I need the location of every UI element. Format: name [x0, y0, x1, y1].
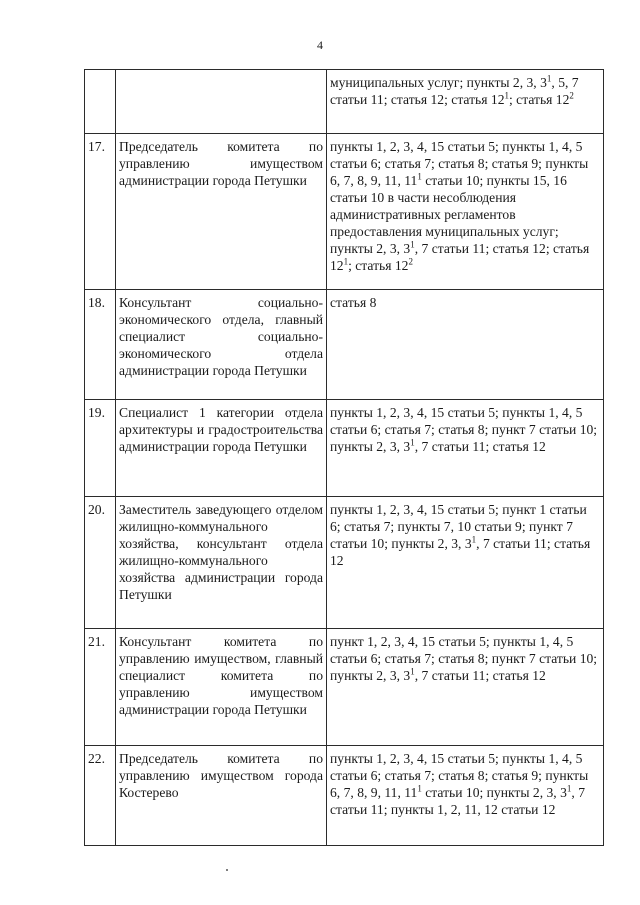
row-number: 21.	[85, 629, 116, 746]
row-articles: статья 8	[327, 290, 604, 400]
row-position: Заместитель заведующего отделом жилищно-коммунального хозяйства, консультант отдела жилищно-коммунального хозяйства администрации города Петушки	[116, 497, 327, 629]
row-articles: пункты 1, 2, 3, 4, 15 статьи 5; пункты 1, 4, 5 статьи 6; статья 7; статья 8; статья 9; пункты 6, 7, 8, 9, 11, $11^1$ статьи 10; пункты 2, 3, $3^1$, 7 статьи 11; пункты 1, 2, 11, 12 статьи 12	[327, 746, 604, 846]
row-position: Председатель комитета по управлению имуществом администрации города Петушки	[116, 134, 327, 290]
row-number: 17.	[85, 134, 116, 290]
table-row	[85, 290, 604, 400]
row-articles: пункты 1, 2, 3, 4, 15 статьи 5; пункты 1, 4, 5 статьи 6; статья 7; статья 8; статья 9; пункты 6, 7, 8, 9, 11, $11^1$ статьи 10; пункты 15, 16 статьи 10 в части несоблюдения административных регламентов предоставления муниципальных услуг; пункты 2, 3, $3^1$, 7 статьи 11; статья 12; статья $12^1$; статья $12^2$	[327, 134, 604, 290]
table-row	[85, 400, 604, 497]
table-row	[85, 629, 604, 746]
scan-dot	[226, 869, 228, 871]
row-articles: пункты 1, 2, 3, 4, 15 статьи 5; пункт 1 статьи 6; статья 7; пункты 7, 10 статьи 9; пункт 7 статьи 10; пункты 2, 3, $3^1$, 7 статьи 11; статья 12	[327, 497, 604, 629]
row-articles: пункты 1, 2, 3, 4, 15 статьи 5; пункты 1, 4, 5 статьи 6; статья 7; статья 8; пункт 7 статьи 10; пункты 2, 3, $3^1$, 7 статьи 11; статья 12	[327, 400, 604, 497]
row-position: Консультант социально-экономического отдела, главный специалист социально-экономического отдела администрации города Петушки	[116, 290, 327, 400]
row-articles: муниципальных услуг; пункты 2, 3, $3^1$, 5, 7 статьи 11; статья 12; статья $12^1$; статья $12^2$	[327, 70, 604, 134]
row-articles: пункт 1, 2, 3, 4, 15 статьи 5; пункты 1, 4, 5 статьи 6; статья 7; статья 8; пункт 7 статьи 10; пункты 2, 3, $3^1$, 7 статьи 11; статья 12	[327, 629, 604, 746]
row-number: 19.	[85, 400, 116, 497]
row-number: 22.	[85, 746, 116, 846]
table-row	[85, 134, 604, 290]
row-position: Специалист 1 категории отдела архитектуры и градостроительства администрации города Петушки	[116, 400, 327, 497]
page-number: 4	[317, 38, 323, 52]
table-row	[85, 70, 604, 134]
row-position: Консультант комитета по управлению имуществом, главный специалист комитета по управлению имуществом администрации города Петушки	[116, 629, 327, 746]
table-row	[85, 497, 604, 629]
row-position: Председатель комитета по управлению имуществом города Костерево	[116, 746, 327, 846]
row-number: 20.	[85, 497, 116, 629]
row-number: 18.	[85, 290, 116, 400]
row-position	[116, 70, 327, 134]
table-row	[85, 746, 604, 846]
officials-table	[84, 69, 604, 846]
row-number	[85, 70, 116, 134]
